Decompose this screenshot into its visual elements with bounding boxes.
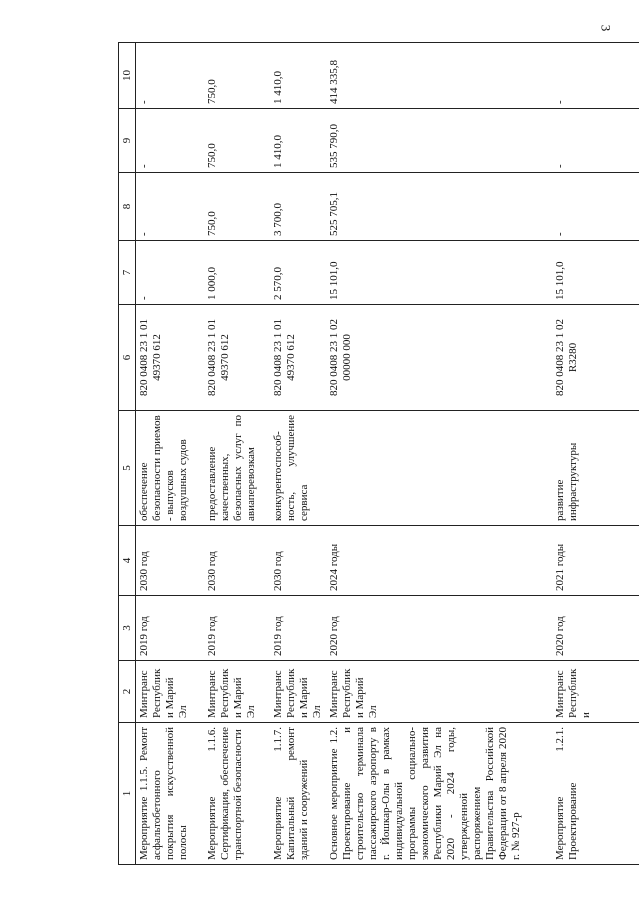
measure-cell: Мероприятие 1.1.5. Ремонт асфальтобетонного покрытия искусственной полосы — [136, 723, 204, 865]
table-row — [326, 43, 552, 865]
rotated-table-container — [118, 43, 638, 865]
value-cell: 414 335,8 — [326, 43, 552, 109]
measure-cell: Мероприятие 1.2.1. Проектирование — [552, 723, 639, 865]
header-cell: 2 — [119, 661, 136, 723]
start-year-cell: 2020 год — [552, 596, 639, 661]
budget-code-cell: 820 0408 23 1 02 R3280 — [552, 305, 639, 411]
value-cell: - — [552, 109, 639, 173]
measure-cell: Мероприятие 1.1.7. Капитальный ремонт зданий и сооружений — [270, 723, 326, 865]
budget-code-cell: 820 0408 23 1 01 49370 612 — [270, 305, 326, 411]
header-cell: 10 — [119, 43, 136, 109]
value-cell: 2 570,0 — [270, 241, 326, 305]
start-year-cell: 2019 год — [136, 596, 204, 661]
header-cell: 4 — [119, 526, 136, 596]
start-year-cell: 2019 год — [204, 596, 270, 661]
value-cell: - — [136, 109, 204, 173]
executor-cell: Минтранс Республики Марий Эл — [270, 661, 326, 723]
budget-code-cell: 820 0408 23 1 01 49370 612 — [204, 305, 270, 411]
executor-cell: Минтранс Республики Марий Эл — [136, 661, 204, 723]
header-cell: 6 — [119, 305, 136, 411]
table-row — [204, 43, 270, 865]
result-cell: развитие инфраструктуры — [552, 411, 639, 526]
result-cell: конкурентоспособ-ность, улучшение сервиса — [270, 411, 326, 526]
start-year-cell: 2020 год — [326, 596, 552, 661]
executor-cell: Минтранс Республики Марий Эл — [326, 661, 552, 723]
value-cell: 1 410,0 — [270, 43, 326, 109]
result-cell: предоставление качественных, безопасных услуг по авиаперевозкам — [204, 411, 270, 526]
table-row — [136, 43, 204, 865]
table-row — [552, 43, 639, 865]
end-year-cell: 2030 год — [204, 526, 270, 596]
table-row — [270, 43, 326, 865]
end-year-cell: 2021 годы — [552, 526, 639, 596]
page-number: 3 — [598, 24, 613, 32]
value-cell: 15 101,0 — [326, 241, 552, 305]
budget-code-cell: 820 0408 23 1 01 49370 612 — [136, 305, 204, 411]
value-cell: - — [552, 43, 639, 109]
value-cell: 535 790,0 — [326, 109, 552, 173]
measure-cell: Мероприятие 1.1.6. Сертификация, обеспечение транспортной безопасности — [204, 723, 270, 865]
value-cell: - — [136, 43, 204, 109]
value-cell: 3 700,0 — [270, 173, 326, 241]
end-year-cell: 2030 год — [136, 526, 204, 596]
value-cell: 15 101,0 — [552, 241, 639, 305]
value-cell: 750,0 — [204, 109, 270, 173]
value-cell: 1 410,0 — [270, 109, 326, 173]
header-cell: 5 — [119, 411, 136, 526]
executor-cell: Минтранс Республики Марий Эл — [204, 661, 270, 723]
result-cell — [326, 411, 552, 526]
value-cell: - — [136, 173, 204, 241]
end-year-cell: 2024 годы — [326, 526, 552, 596]
value-cell: 1 000,0 — [204, 241, 270, 305]
value-cell: 750,0 — [204, 173, 270, 241]
header-cell: 8 — [119, 173, 136, 241]
program-measures-table — [118, 42, 639, 865]
end-year-cell: 2030 год — [270, 526, 326, 596]
header-cell: 3 — [119, 596, 136, 661]
value-cell: 750,0 — [204, 43, 270, 109]
header-cell: 1 — [119, 723, 136, 865]
header-cell: 7 — [119, 241, 136, 305]
budget-code-cell: 820 0408 23 1 02 00000 000 — [326, 305, 552, 411]
measure-cell: Основное мероприятие 1.2. Проектирование и строительство терминала пассажирского аэропорту в г. Йошкар-Олы в рамках индивидуальной программы социально-экономического развития Республики Марий Эл на 2020 - 2024 годы, утвержденной распоряжением Правительства Российской Федерации от 8 апреля 2020 г. № 927-р — [326, 723, 552, 865]
column-number-header — [119, 43, 136, 865]
value-cell: 525 705,1 — [326, 173, 552, 241]
value-cell: - — [136, 241, 204, 305]
header-cell: 9 — [119, 109, 136, 173]
start-year-cell: 2019 год — [270, 596, 326, 661]
value-cell: - — [552, 173, 639, 241]
executor-cell: Минтранс Республики — [552, 661, 639, 723]
result-cell: обеспечение безопасности приемов - выпусков воздушных судов — [136, 411, 204, 526]
